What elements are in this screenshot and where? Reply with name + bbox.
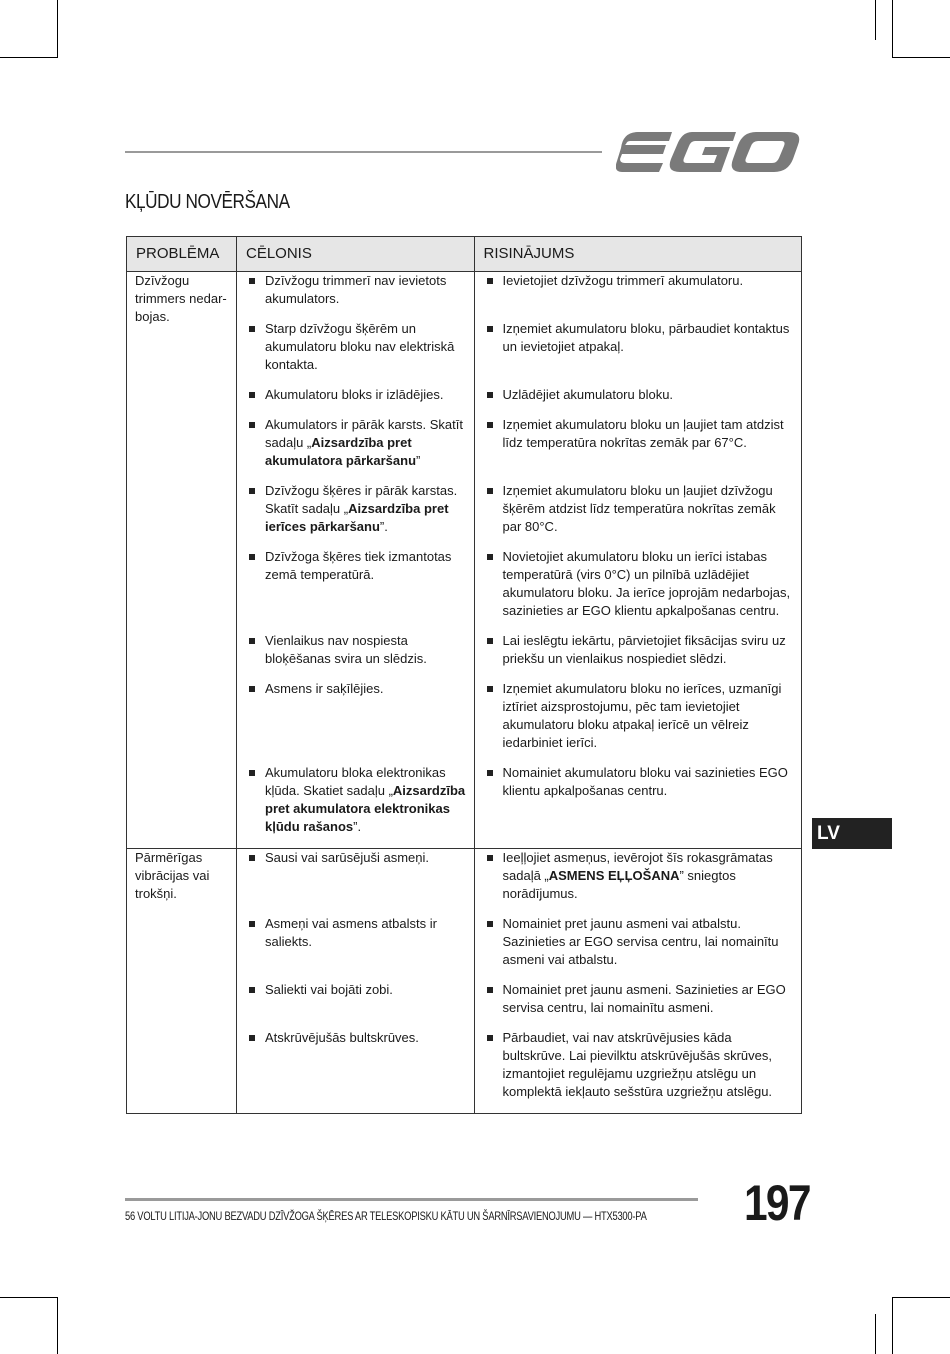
solution-text — [503, 680, 795, 752]
footer-rule — [125, 1198, 698, 1201]
cause-cell — [237, 416, 474, 482]
cause-item — [245, 320, 466, 374]
text-segment: ” sniegtos norādījumus. — [502, 868, 736, 901]
solution-cell — [474, 981, 802, 1029]
solution-item — [483, 548, 795, 620]
text-segment: Vienlaikus nav nospiesta bloķēšanas svira un slēdzis. — [265, 633, 427, 666]
cause-cell — [237, 849, 474, 915]
table-header-row — [127, 237, 802, 272]
bold-reference: Aizsardzība pret ierīces pārkaršanu — [265, 501, 449, 534]
square-bullet-icon — [249, 392, 255, 398]
solution-cell — [474, 548, 802, 632]
footer-text: 56 VOLTU LITIJA-JONU BEZVADU DZĪVŽOGA ŠĶĒRES AR TELESKOPISKU KĀTU UN ŠARNĪRSAVIENOJUMU — HTX5300-PA — [125, 1209, 647, 1223]
solution-cell — [474, 416, 802, 482]
page-title: KĻŪDU NOVĒRŠANA — [125, 191, 290, 213]
cause-item — [245, 981, 466, 999]
square-bullet-icon — [249, 921, 255, 927]
cause-text — [265, 764, 466, 836]
solution-text — [503, 482, 795, 536]
table-row — [237, 1029, 802, 1113]
square-bullet-icon — [487, 326, 493, 332]
solution-cell — [474, 482, 802, 548]
square-bullet-icon — [487, 392, 493, 398]
solution-item — [483, 915, 795, 969]
text-segment: Ievietojiet dzīvžogu trimmerī akumulatoru. — [502, 273, 744, 288]
square-bullet-icon — [249, 686, 255, 692]
solution-text — [503, 416, 795, 452]
cause-item — [245, 386, 466, 404]
cause-item — [245, 915, 466, 951]
text-segment: Nomainiet pret jaunu asmeni vai atbalstu. Sazinieties ar EGO servisa centru, lai nomainītu asmeni vai atbalstu. — [502, 916, 779, 967]
square-bullet-icon — [487, 921, 493, 927]
solution-cell — [474, 915, 802, 981]
square-bullet-icon — [487, 987, 493, 993]
text-segment: Lai ieslēgtu iekārtu, pārvietojiet fiksācijas sviru uz priekšu un vienlaikus nospiediet slēdzi. — [502, 633, 786, 666]
cause-item — [245, 1029, 466, 1047]
cause-cell — [237, 386, 474, 416]
solution-item — [483, 272, 795, 290]
text-segment: Izņemiet akumulatoru bloku un ļaujiet tam atdzist līdz temperatūra nokrītas zemāk par 67°C. — [502, 417, 784, 450]
problem-group — [127, 849, 802, 1114]
cause-text — [265, 1029, 466, 1047]
square-bullet-icon — [487, 770, 493, 776]
solution-text — [503, 915, 795, 969]
cause-cell — [237, 632, 474, 680]
text-segment: Dzīvžogu šķēres ir pārāk karstas. Skatīt sadaļu „ — [265, 483, 458, 516]
bold-reference: Aizsardzība pret akumulatora pārkaršanu — [265, 435, 417, 468]
solution-cell — [474, 320, 802, 386]
page-number: 197 — [744, 1175, 810, 1231]
crop-mark — [892, 57, 950, 58]
square-bullet-icon — [487, 638, 493, 644]
cause-text — [265, 416, 466, 470]
square-bullet-icon — [487, 855, 493, 861]
text-segment: Asmeņi vai asmens atbalsts ir saliekts. — [265, 916, 437, 949]
table-row — [237, 416, 802, 482]
square-bullet-icon — [249, 554, 255, 560]
cause-text — [265, 482, 466, 536]
problem-cell: Pārmērīgas vibrācijas vai trokšņi. — [127, 849, 237, 1114]
crop-mark — [0, 1297, 58, 1298]
text-segment: ”. — [379, 519, 388, 534]
crop-mark — [892, 1297, 893, 1354]
solution-cell — [474, 1029, 802, 1113]
cause-item — [245, 632, 466, 668]
cause-text — [265, 548, 466, 584]
square-bullet-icon — [487, 554, 493, 560]
table-row — [237, 548, 802, 632]
cause-cell — [237, 320, 474, 386]
troubleshooting-table — [126, 236, 802, 1114]
crop-mark — [892, 1297, 950, 1298]
cause-text — [265, 849, 466, 867]
solution-cell — [474, 272, 802, 320]
square-bullet-icon — [249, 422, 255, 428]
header-cause-solution — [237, 237, 802, 272]
text-segment: Asmens ir saķīlējies. — [265, 681, 384, 696]
square-bullet-icon — [487, 1035, 493, 1041]
header-solution: RISINĀJUMS — [483, 245, 575, 262]
text-segment: Nomainiet pret jaunu asmeni. Sazinieties ar EGO servisa centru, lai nomainītu asmeni. — [502, 982, 786, 1015]
problem-cell: Dzīvžogu trimmers nedar-bojas. — [127, 272, 237, 849]
cause-text — [265, 320, 466, 374]
bold-reference: Aizsardzība pret akumulatora elektronikas kļūdu rašanos — [265, 783, 466, 834]
header-rule — [125, 151, 602, 153]
cause-text — [265, 915, 466, 951]
text-segment: Izņemiet akumulatoru bloku, pārbaudiet kontaktus un ievietojiet atpakaļ. — [502, 321, 790, 354]
text-segment: ” — [416, 453, 421, 468]
solution-text — [503, 386, 795, 404]
table-row — [237, 632, 802, 680]
text-segment: Dzīvžoga šķēres tiek izmantotas zemā temperatūrā. — [265, 549, 452, 582]
cause-text — [265, 632, 466, 668]
table-row — [237, 386, 802, 416]
solution-item — [483, 320, 795, 356]
square-bullet-icon — [487, 488, 493, 494]
solution-text — [503, 632, 795, 668]
cause-cell — [237, 981, 474, 1029]
solution-item — [483, 764, 795, 800]
text-segment: ”. — [353, 819, 362, 834]
header-problem: PROBLĒMA — [127, 237, 237, 272]
table-row — [237, 764, 802, 848]
text-segment: Akumulatoru bloka elektronikas kļūda. Skatiet sadaļu „ — [265, 765, 446, 798]
solution-cell — [474, 764, 802, 848]
solution-item — [483, 981, 795, 1017]
table-row — [237, 849, 802, 915]
text-segment: Nomainiet akumulatoru bloku vai sazinieties EGO klientu apkalpošanas centru. — [502, 765, 788, 798]
square-bullet-icon — [249, 770, 255, 776]
crop-mark — [875, 1314, 876, 1354]
square-bullet-icon — [249, 1035, 255, 1041]
cause-item — [245, 416, 466, 470]
crop-mark — [0, 57, 58, 58]
solution-text — [503, 981, 795, 1017]
solution-cell — [474, 386, 802, 416]
cause-text — [265, 386, 466, 404]
table-row — [237, 680, 802, 764]
square-bullet-icon — [487, 278, 493, 284]
cause-cell — [237, 680, 474, 764]
square-bullet-icon — [249, 855, 255, 861]
text-segment: Sausi vai sarūsējuši asmeņi. — [265, 850, 430, 865]
solution-item — [483, 1029, 795, 1101]
solution-text — [503, 272, 795, 290]
solution-item — [483, 416, 795, 452]
cause-item — [245, 849, 466, 867]
problem-group — [127, 272, 802, 849]
crop-mark — [57, 1297, 58, 1354]
square-bullet-icon — [487, 422, 493, 428]
text-segment: Izņemiet akumulatoru bloku no ierīces, uzmanīgi iztīriet aizsprostojumu, pēc tam ievietojiet akumulatoru bloku atpakaļ ierīcē un vēlreiz iedarbiniet ierīci. — [502, 681, 782, 750]
cause-item — [245, 680, 466, 698]
text-segment: Saliekti vai bojāti zobi. — [265, 982, 393, 997]
table-row — [237, 915, 802, 981]
cause-cell — [237, 548, 474, 632]
cause-text — [265, 680, 466, 698]
square-bullet-icon — [249, 326, 255, 332]
crop-mark — [892, 0, 893, 58]
square-bullet-icon — [249, 488, 255, 494]
solution-text — [503, 1029, 795, 1101]
solution-text — [503, 764, 795, 800]
cause-cell — [237, 272, 474, 320]
solution-cell — [474, 849, 802, 915]
cause-item — [245, 548, 466, 584]
header-cause: CĒLONIS — [237, 237, 474, 271]
square-bullet-icon — [249, 278, 255, 284]
square-bullet-icon — [249, 638, 255, 644]
cause-solution-cell — [237, 849, 802, 1114]
text-segment: Starp dzīvžogu šķērēm un akumulatoru bloku nav elektriskā kontakta. — [265, 321, 455, 372]
solution-text — [503, 849, 795, 903]
ego-logo — [616, 128, 800, 172]
text-segment: Akumulatoru bloks ir izlādējies. — [265, 387, 444, 402]
bold-reference: ASMENS EĻĻOŠANA — [548, 868, 680, 883]
cause-solution-cell — [237, 272, 802, 849]
cause-cell — [237, 915, 474, 981]
text-segment: Akumulators ir pārāk karsts. Skatīt sadaļu „ — [265, 417, 463, 450]
cause-item — [245, 272, 466, 308]
solution-item — [483, 849, 795, 903]
solution-text — [503, 320, 795, 356]
text-segment: Uzlādējiet akumulatoru bloku. — [502, 387, 674, 402]
cause-text — [265, 272, 466, 308]
cause-cell — [237, 482, 474, 548]
square-bullet-icon — [249, 987, 255, 993]
cause-item — [245, 482, 466, 536]
language-tab: LV — [812, 818, 892, 849]
table-row — [237, 272, 802, 320]
cause-cell — [237, 1029, 474, 1113]
crop-mark — [57, 0, 58, 58]
table-row — [237, 482, 802, 548]
table-row — [237, 320, 802, 386]
cause-cell — [237, 764, 474, 848]
solution-cell — [474, 680, 802, 764]
solution-cell — [474, 632, 802, 680]
solution-item — [483, 386, 795, 404]
table-row — [237, 981, 802, 1029]
text-segment: Izņemiet akumulatoru bloku un ļaujiet dzīvžogu šķērēm atdzist līdz temperatūra nokrītas zemāk par 80°C. — [502, 483, 776, 534]
text-segment: Ieeļļojiet asmeņus, ievērojot šīs rokasgrāmatas sadaļā „ — [502, 850, 773, 883]
crop-mark — [875, 0, 876, 40]
solution-text — [503, 548, 795, 620]
text-segment: Pārbaudiet, vai nav atskrūvējusies kāda bultskrūve. Lai pievilktu atskrūvējušās skrūves, izmantojiet regulējamu uzgriežņu atslēgu un komplektā iekļauto sešstūra uzgriežņu atslēgu. — [502, 1030, 773, 1099]
square-bullet-icon — [487, 686, 493, 692]
solution-item — [483, 680, 795, 752]
solution-item — [483, 632, 795, 668]
solution-item — [483, 482, 795, 536]
text-segment: Novietojiet akumulatoru bloku un ierīci istabas temperatūrā (virs 0°C) un pilnībā uzlādējiet akumulatoru bloku. Ja ierīce joprojām nedarbojas, sazinieties ar EGO klientu apkalpošanas centru. — [502, 549, 791, 618]
text-segment: Dzīvžogu trimmerī nav ievietots akumulators. — [265, 273, 447, 306]
cause-text — [265, 981, 466, 999]
cause-item — [245, 764, 466, 836]
text-segment: Atskrūvējušās bultskrūves. — [265, 1030, 419, 1045]
